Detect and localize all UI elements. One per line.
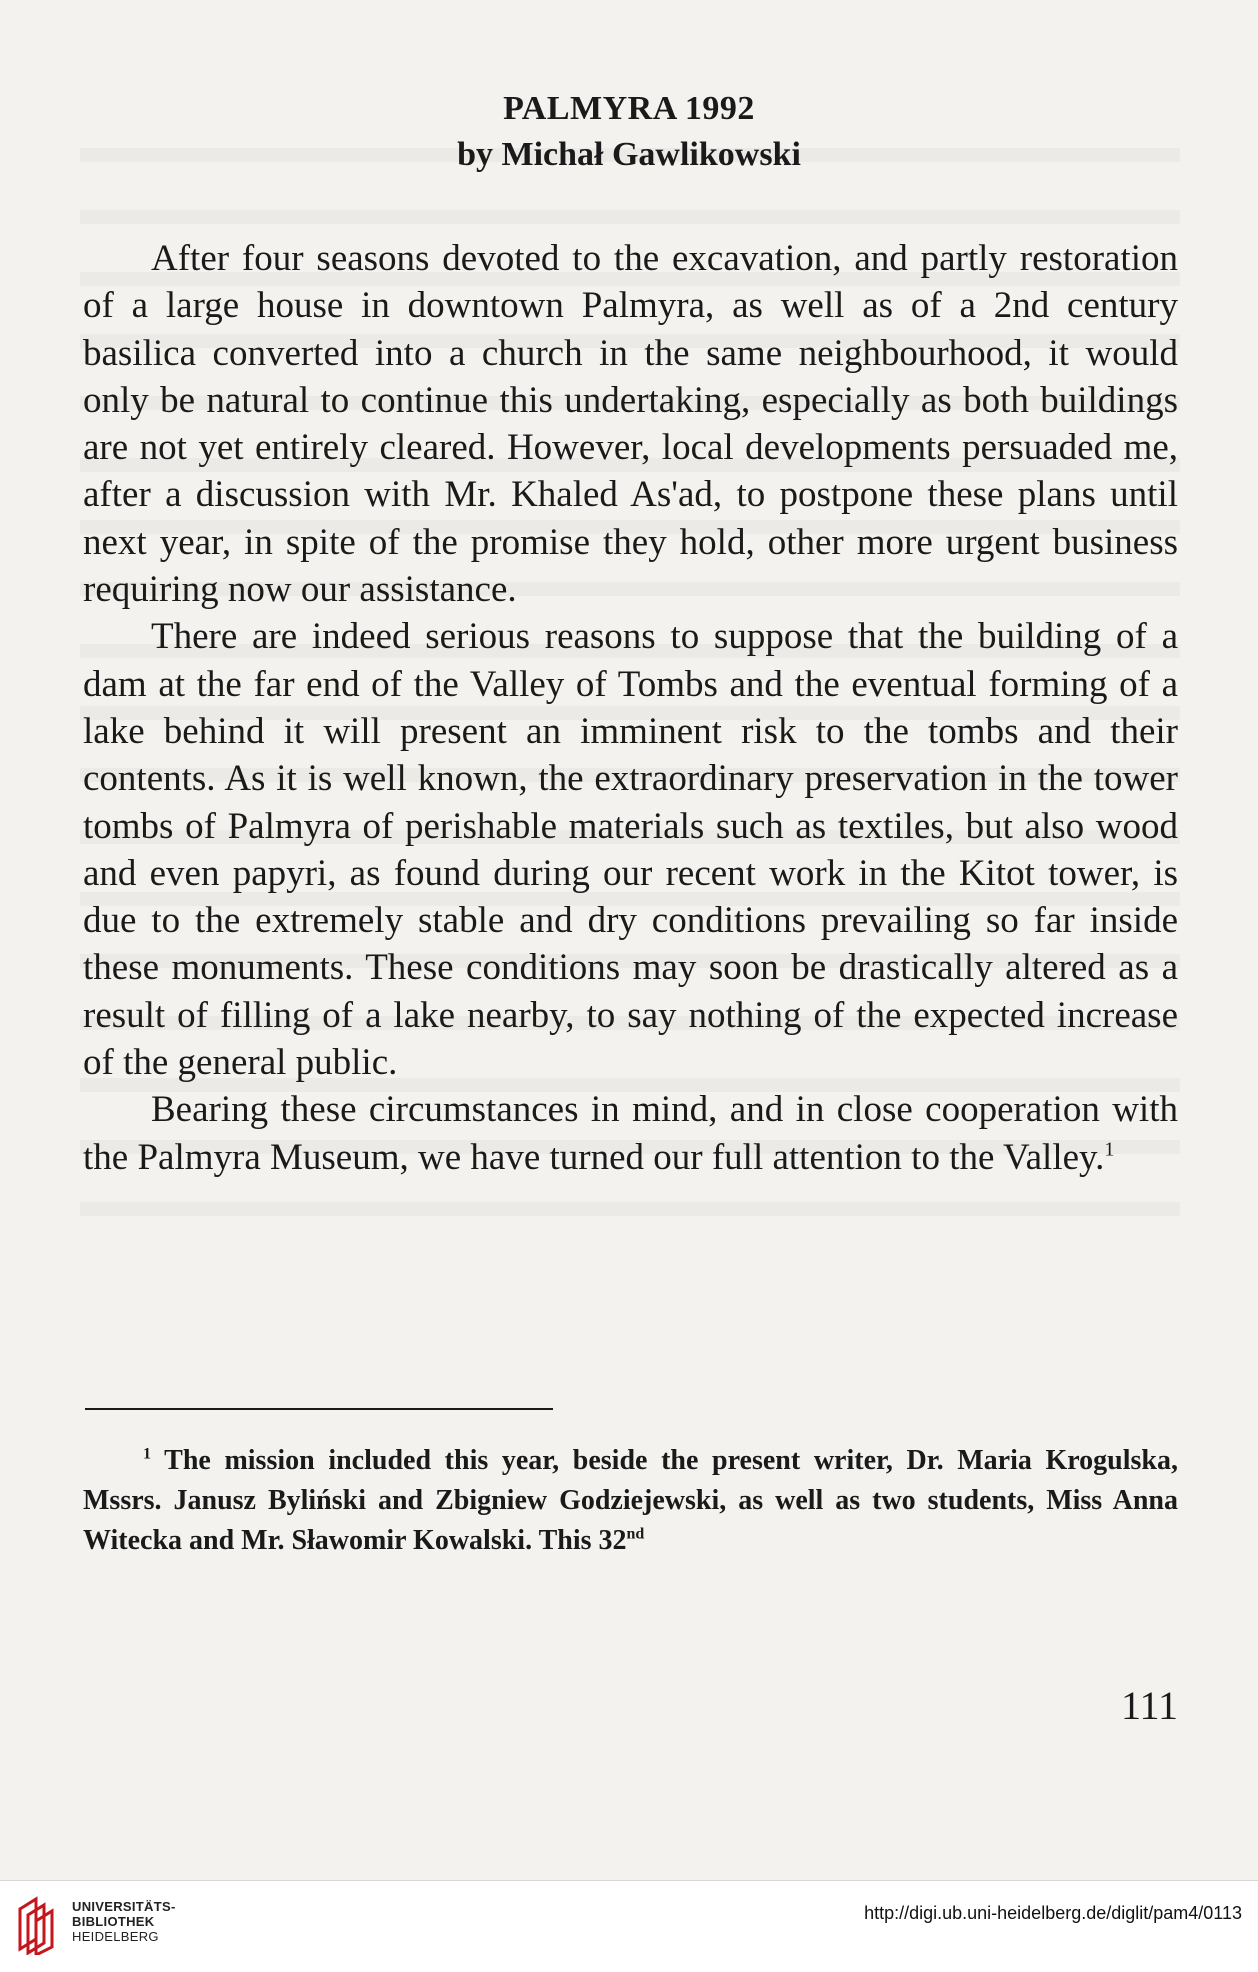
footnote-reference[interactable]: 1	[1104, 1138, 1115, 1161]
footer-bar	[0, 1880, 1258, 1972]
article-byline: by Michał Gawlikowski	[457, 136, 801, 173]
library-name-line-2: BIBLIOTHEK	[72, 1914, 155, 1929]
footnote-text: The mission included this year, beside the present writer, Dr. Maria Krogulska, Mssrs. Janusz Byliński and Zbigniew Godziejewski, as well as two students, Miss Anna Witecka and Mr. Sławomir Kowalski. This 32	[83, 1445, 1178, 1556]
footnote	[83, 1441, 1178, 1561]
page-number: 111	[1120, 1683, 1178, 1728]
paragraph-3	[83, 1086, 1178, 1181]
footnote-divider	[85, 1408, 553, 1410]
source-url-link[interactable]: http://digi.ub.uni-heidelberg.de/diglit/pam4/0113	[864, 1903, 1242, 1923]
article-body	[83, 235, 1178, 1181]
paragraph-2	[83, 613, 1178, 1086]
library-logo-icon	[14, 1895, 62, 1955]
paragraph-1	[83, 235, 1178, 613]
paragraph-3-text: Bearing these circumstances in mind, and in close cooperation with the Palmyra Museum, we have turned our full attention to the Valley.	[83, 1089, 1178, 1178]
footnote-superscript: nd	[626, 1525, 645, 1543]
article-title: PALMYRA 1992	[503, 90, 755, 127]
footnote-marker: 1	[143, 1445, 151, 1463]
paragraph-1-text: After four seasons devoted to the excavation, and partly restoration of a large house in downtown Palmyra, as well as of a 2nd century basilica converted into a church in the same neighbourhood, it would only be natural to continue this undertaking, especially as both buildings are not yet entirely cleared. However, local developments persuaded me, after a discussion with Mr. Khaled As'ad, to postpone these plans until next year, in spite of the promise they hold, other more urgent business requiring now our assistance.	[83, 238, 1178, 611]
library-name-line-1: UNIVERSITÄTS-	[72, 1899, 176, 1914]
library-name-line-3: HEIDELBERG	[72, 1929, 159, 1944]
library-name	[72, 1899, 176, 1944]
paragraph-2-text: There are indeed serious reasons to suppose that the building of a dam at the far end of the Valley of Tombs and the eventual forming of a lake behind it will present an imminent risk to the tombs and their contents. As it is well known, the extraordinary preservation in the tower tombs of Palmyra of perishable materials such as textiles, but also wood and even papyri, as found during our recent work in the Kitot tower, is due to the extremely stable and dry conditions prevailing so far inside these monuments. These conditions may soon be drastically altered as a result of filling of a lake nearby, to say nothing of the expected increase of the general public.	[83, 616, 1178, 1084]
